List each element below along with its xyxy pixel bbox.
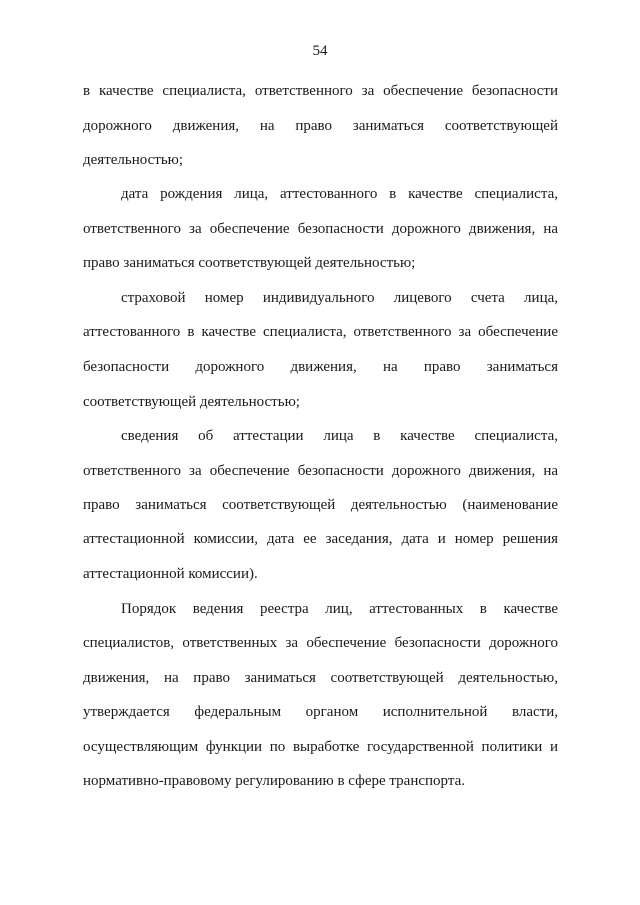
page-number: 54	[312, 43, 328, 59]
text-line: деятельностью;	[83, 152, 184, 168]
text-line: дорожного движения, на право заниматься соответствующей	[83, 118, 558, 134]
text-line: аттестационной комиссии, дата ее заседания, дата и номер решения	[83, 531, 558, 547]
text-line: нормативно-правовому регулированию в сфере транспорта.	[83, 773, 465, 789]
text-line: страховой номер индивидуального лицевого счета лица,	[121, 290, 558, 306]
text-line: аттестованного в качестве специалиста, ответственного за обеспечение	[83, 324, 558, 340]
text-line: аттестационной комиссии).	[83, 566, 258, 582]
text-line: право заниматься соответствующей деятельностью (наименование	[83, 497, 558, 513]
text-line: дата рождения лица, аттестованного в качестве специалиста,	[121, 186, 558, 202]
text-line: Порядок ведения реестра лиц, аттестованных в качестве	[121, 601, 558, 617]
text-line: в качестве специалиста, ответственного за обеспечение безопасности	[83, 83, 558, 99]
text-line: право заниматься соответствующей деятельностью;	[83, 255, 416, 271]
text-line: ответственного за обеспечение безопасности дорожного движения, на	[83, 221, 558, 237]
text-line: движения, на право заниматься соответствующей деятельностью,	[83, 670, 558, 686]
text-line: ответственного за обеспечение безопасности дорожного движения, на	[83, 463, 558, 479]
text-line: утверждается федеральным органом исполнительной власти,	[83, 704, 558, 720]
text-line: безопасности дорожного движения, на право заниматься	[83, 359, 558, 375]
text-line: соответствующей деятельностью;	[83, 394, 300, 410]
text-line: сведения об аттестации лица в качестве специалиста,	[121, 428, 558, 444]
text-line: осуществляющим функции по выработке государственной политики и	[83, 739, 558, 755]
text-line: специалистов, ответственных за обеспечение безопасности дорожного	[83, 635, 558, 651]
